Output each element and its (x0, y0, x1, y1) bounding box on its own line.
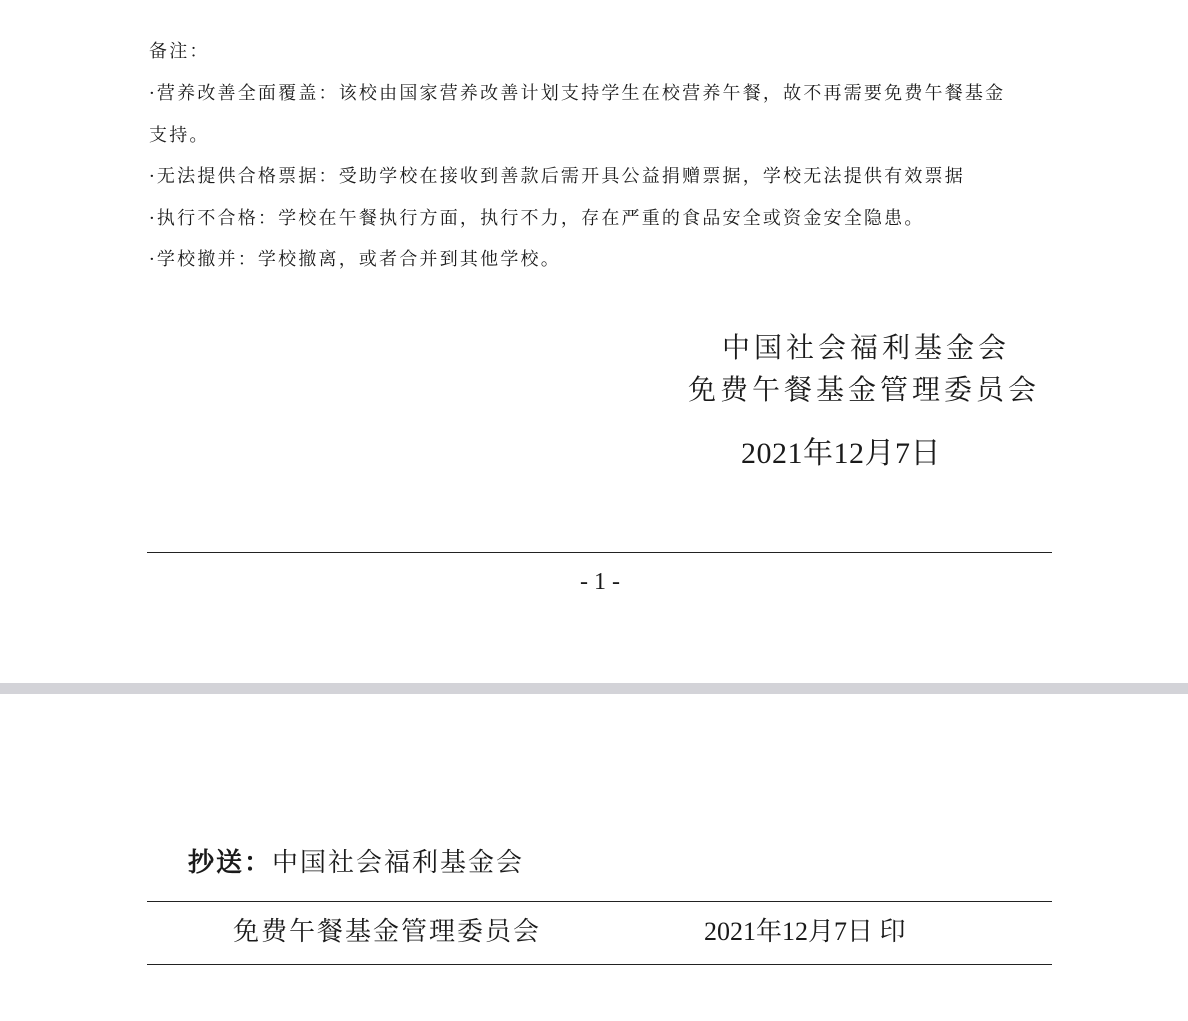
page-number: - 1 - (580, 569, 620, 595)
signature-org-foundation: 中国社会福利基金会 (722, 331, 1011, 364)
signature-date: 2021年12月7日 (741, 437, 941, 470)
cc-label: 抄送： (188, 848, 273, 878)
print-date: 2021年12月7日 印 (704, 917, 906, 946)
cc-line (188, 847, 524, 879)
document-page-2 (0, 694, 1188, 1021)
remarks-heading: 备注： (149, 41, 210, 62)
cc-recipient: 中国社会福利基金会 (272, 848, 525, 878)
footer-divider (147, 552, 1052, 553)
cc-divider-bottom (147, 964, 1052, 965)
signature-org-committee: 免费午餐基金管理委员会 (688, 373, 1041, 406)
remark-item-2: ·无法提供合格票据：受助学校在接收到善款后需开具公益捐赠票据，学校无法提供有效票据 (149, 166, 965, 187)
issuer-name: 免费午餐基金管理委员会 (233, 917, 542, 947)
remark-item-3: ·执行不合格：学校在午餐执行方面，执行不力，存在严重的食品安全或资金安全隐患。 (149, 208, 925, 229)
cc-divider-top (147, 901, 1052, 902)
remark-item-1: ·营养改善全面覆盖：该校由国家营养改善计划支持学生在校营养午餐，故不再需要免费午餐基金 (149, 83, 1006, 104)
remark-item-1-continued: 支持。 (149, 125, 210, 146)
page-separator (0, 683, 1188, 694)
remark-item-4: ·学校撤并：学校撤离，或者合并到其他学校。 (149, 249, 561, 270)
